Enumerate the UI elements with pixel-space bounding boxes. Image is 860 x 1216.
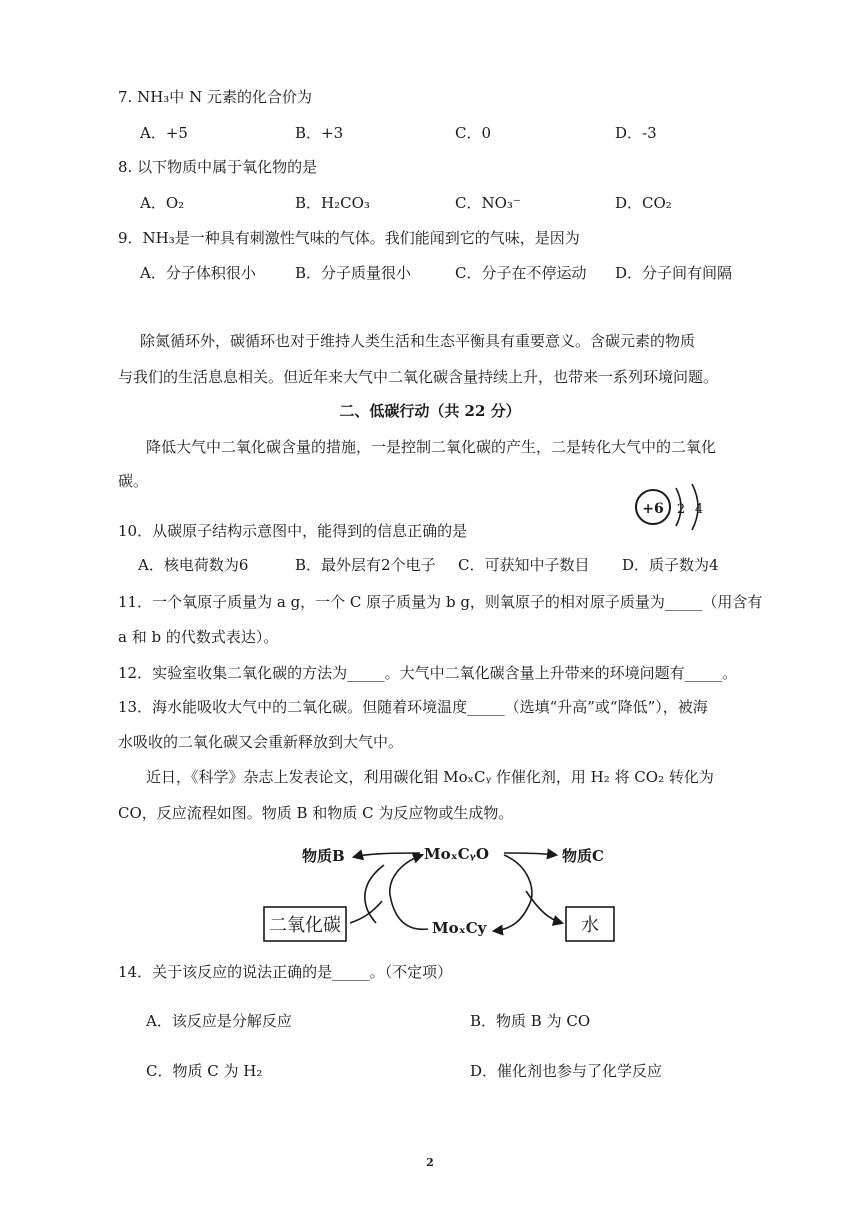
arrow-right-cycle xyxy=(494,855,532,931)
shell2-count: 4 xyxy=(694,502,704,517)
q8-option-a: A．O₂ xyxy=(140,194,185,212)
q10-option-d: D．质子数为4 xyxy=(622,556,719,574)
passage3-line2: CO，反应流程如图。物质 B 和物质 C 为反应物或生成物。 xyxy=(118,804,514,822)
q9-option-b: B．分子质量很小 xyxy=(295,264,412,282)
q8-option-c: C．NO₃⁻ xyxy=(455,194,521,212)
q11-line2: a 和 b 的代数式表达）。 xyxy=(118,628,279,646)
q10-option-b: B．最外层有2个电子 xyxy=(295,556,436,574)
passage2-line1: 降低大气中二氧化碳含量的措施，一是控制二氧化碳的产生，二是转化大气中的二氧化 xyxy=(146,438,717,456)
q8-option-d: D．CO₂ xyxy=(615,194,672,212)
q10-stem: 10．从碳原子结构示意图中，能得到的信息正确的是 xyxy=(118,522,468,540)
arrow-to-substance-b xyxy=(354,853,420,857)
q12-stem: 12．实验室收集二氧化碳的方法为_____。大气中二氧化碳含量上升带来的环境问题有_____。 xyxy=(118,664,738,682)
q11-line1: 11．一个氧原子质量为 a g，一个 C 原子质量为 b g，则氧原子的相对原子质量为_____（用含有 xyxy=(118,593,763,611)
arrow-from-substance-c xyxy=(504,853,556,855)
passage1-line2: 与我们的生活息息相关。但近年来大气中二氧化碳含量持续上升，也带来一系列环境问题。 xyxy=(118,368,719,386)
passage1-line1: 除氮循环外，碳循环也对于维持人类生活和生态平衡具有重要意义。含碳元素的物质 xyxy=(140,332,696,350)
mo-c-o-label: MoₓCᵧO xyxy=(424,845,489,863)
q8-option-b: B．H₂CO₃ xyxy=(295,194,370,212)
shell1-count: 2 xyxy=(676,502,686,517)
q9-option-a: A．分子体积很小 xyxy=(140,264,256,282)
q9-option-c: C．分子在不停运动 xyxy=(455,264,587,282)
q7-option-c: C．0 xyxy=(455,124,492,142)
q9-option-d: D．分子间有间隔 xyxy=(615,264,733,282)
nucleus-charge: +6 xyxy=(642,501,664,517)
q8-stem: 8. 以下物质中属于氧化物的是 xyxy=(118,158,318,176)
q14-option-c: C．物质 C 为 H₂ xyxy=(146,1062,263,1080)
q7-stem: 7. NH₃中 N 元素的化合价为 xyxy=(118,88,312,106)
reaction-flow-diagram xyxy=(250,835,630,955)
q14-option-b: B．物质 B 为 CO xyxy=(470,1012,591,1030)
q13-line2: 水吸收的二氧化碳又会重新释放到大气中。 xyxy=(118,733,404,751)
substance-c-label: 物质C xyxy=(562,847,604,865)
water-label: 水 xyxy=(581,915,599,936)
q14-option-a: A．该反应是分解反应 xyxy=(146,1012,292,1030)
q10-option-a: A．核电荷数为6 xyxy=(138,556,249,574)
q14-stem: 14．关于该反应的说法正确的是_____。（不定项） xyxy=(118,963,453,981)
q13-line1: 13．海水能吸收大气中的二氧化碳。但随着环境温度_____（选填“升高”或“降低”），被海 xyxy=(118,698,708,716)
q7-option-a: A．+5 xyxy=(140,124,188,142)
mo-c-label: MoₓCy xyxy=(432,919,487,937)
substance-b-label: 物质B xyxy=(302,847,345,865)
q9-stem: 9．NH₃是一种具有刺激性气味的气体。我们能闻到它的气味，是因为 xyxy=(118,229,580,247)
q10-option-c: C．可获知中子数目 xyxy=(458,556,590,574)
q7-option-b: B．+3 xyxy=(295,124,344,142)
q14-option-d: D．催化剂也参与了化学反应 xyxy=(470,1062,663,1080)
arrow-left-cycle xyxy=(390,855,428,929)
section2-title: 二、低碳行动（共 22 分） xyxy=(339,402,521,420)
q7-option-d: D．-3 xyxy=(615,124,657,142)
passage2-line2: 碳。 xyxy=(118,472,149,490)
passage3-line1: 近日，《科学》杂志上发表论文，利用碳化钼 MoₓCᵧ 作催化剂，用 H₂ 将 CO₂ 转化为 xyxy=(146,768,714,786)
co2-label: 二氧化碳 xyxy=(269,915,341,936)
carbon-atom-diagram xyxy=(632,482,712,532)
page-number: 2 xyxy=(426,1156,434,1169)
